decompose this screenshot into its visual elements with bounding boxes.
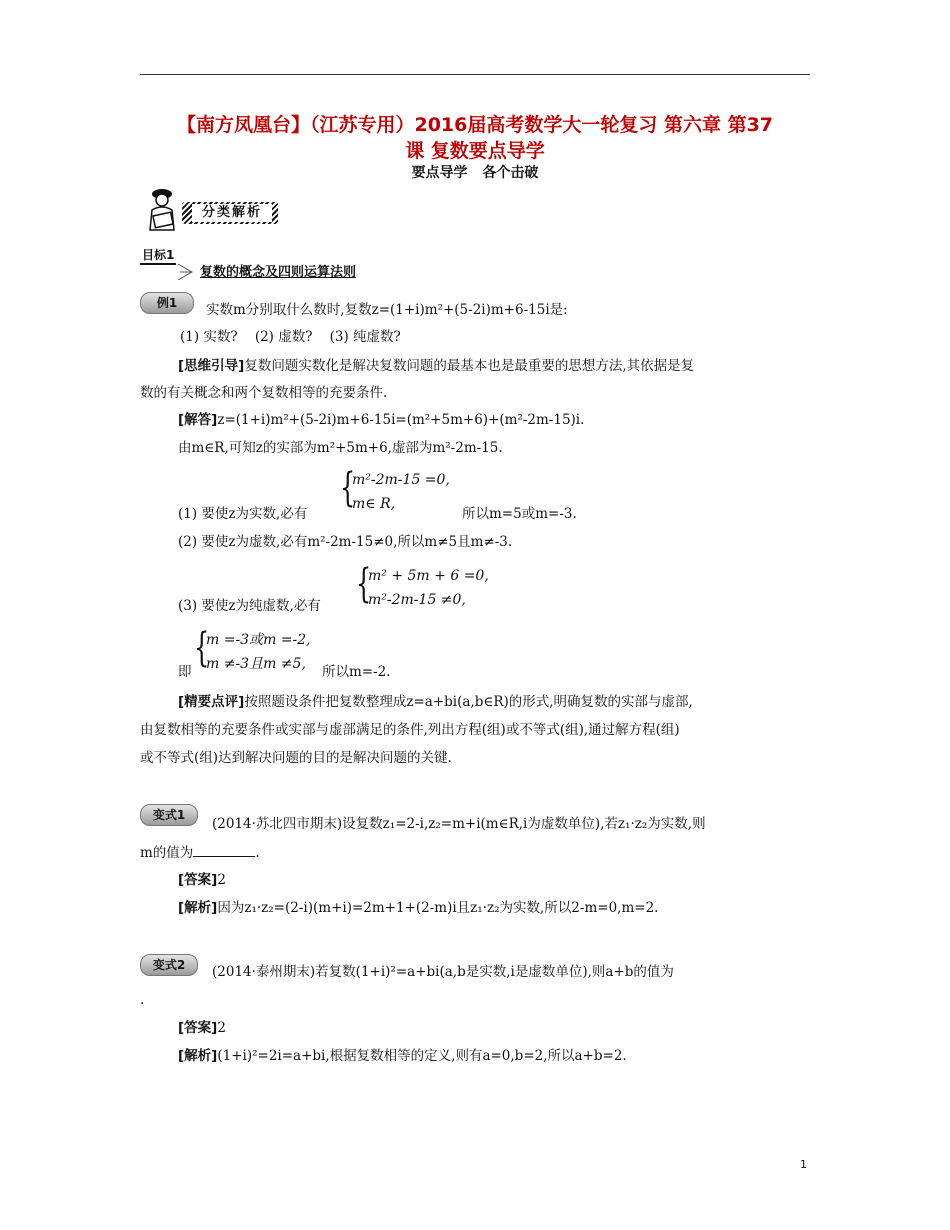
target-title: 复数的概念及四则运算法则 [200,265,357,280]
page-title [140,112,810,164]
comment-line-2: 由复数相等的充要条件或实部与虚部满足的条件,列出方程(组)或不等式(组),通过解方程(组) [140,722,680,738]
variant-2-answer-label: [答案] [178,1020,218,1036]
real-part-line: 由m∈R,可知z的实部为m²+5m+6,虚部为m²-2m-15. [178,440,503,456]
title-line-1: 【南方凤凰台】（江苏专用）2016届高考数学大一轮复习 第六章 第37 [176,114,774,136]
variant-2-answer [178,1018,226,1038]
answer-line [178,410,584,430]
answer-text: z=(1+i)m²+(5-2i)m+6-15i=(m²+5m+6)+(m²-2m-15)i. [217,412,585,428]
case-3-system [356,560,506,612]
page-number: 1 [800,1158,807,1171]
case-1-result: 所以m=5或m=-3. [462,506,577,522]
case-3-text: (3) 要使z为纯虚数,必有 [178,598,321,614]
comment-line-3: 或不等式(组)达到解决问题的目的是解决问题的关键. [140,750,452,766]
case-1-text: (1) 要使z为实数,必有 [178,506,308,522]
variant-2-question-1: (2014·泰州期末)若复数(1+i)²=a+bi(a,b是实数,i是虚数单位),则a+b的值为 [212,964,674,980]
title-line-2: 课 复数要点导学 [405,140,545,162]
case-3-eq-a: m² + 5m + 6 =0, [368,568,489,584]
variant-1-question-2 [140,842,260,863]
variant-2-analysis [178,1046,627,1066]
section-badge [142,186,282,232]
student-reading-icon [142,186,188,232]
target-tag: 目标1 [140,246,176,265]
variant-1-analysis [178,898,658,918]
comment-label: [精要点评] [178,694,245,710]
variant-1-question-2a: m的值为 [140,845,194,861]
brace-icon: { [194,625,210,671]
case-3b-system [194,624,334,676]
case-2-text: (2) 要使z为虚数,必有m²-2m-15≠0,所以m≠5且m≠-3. [178,534,513,550]
variant-1-answer-value: 2 [217,872,226,888]
variant-1-question-2b: . [255,845,260,861]
variant-2-question-2: . [140,992,145,1008]
variant-1-analysis-label: [解析] [178,900,218,916]
comment-text-1: 按照题设条件把复数整理成z=a+bi(a,b∈R)的形式,明确复数的实部与虚部, [244,694,693,710]
variant-1-question-1: (2014·苏北四市期末)设复数z₁=2-i,z₂=m+i(m∈R,i为虚数单位),若z₁·z₂为实数,则 [212,816,706,832]
variant-2-analysis-text: (1+i)²=2i=a+bi,根据复数相等的定义,则有a=0,b=2,所以a+b=2. [217,1048,627,1064]
example-1-options: (1) 实数? (2) 虚数? (3) 纯虚数? [180,329,401,345]
variant-1-badge: 变式1 [140,804,198,826]
page-subtitle: 要点导学 各个击破 [411,165,539,181]
case-3b-result: 所以m=-2. [322,664,391,680]
brace-icon: { [356,561,372,607]
case-1-eq-b: m∈ R, [352,496,396,512]
variant-2-badge: 变式2 [140,954,198,976]
example-1-question: 实数m分别取什么数时,复数z=(1+i)m²+(5-2i)m+6-15i是: [206,302,568,318]
section-badge-label: 分类解析 [192,204,272,222]
guide-label: [思维引导] [178,358,245,374]
variant-1-answer-label: [答案] [178,872,218,888]
comment-line-1 [178,692,693,712]
brace-icon: { [340,465,356,511]
case-3b-eq-a: m =-3或m =-2, [206,632,311,648]
header-rule [140,74,810,75]
variant-1-answer [178,870,226,890]
answer-label: [解答] [178,412,218,428]
example-1-badge: 例1 [140,292,194,314]
case-1-system [340,464,460,516]
case-3-eq-b: m²-2m-15 ≠0, [368,592,466,608]
case-3b-prefix: 即 [178,664,192,680]
variant-2-analysis-label: [解析] [178,1048,218,1064]
answer-blank [193,842,255,857]
guide-text-1: 复数问题实数化是解决复数问题的最基本也是最重要的思想方法,其依据是复 [244,358,695,374]
variant-1-analysis-text: 因为z₁·z₂=(2-i)(m+i)=2m+1+(2-m)i且z₁·z₂为实数,所以2-m=0,m=2. [217,900,659,916]
target-heading [140,246,410,282]
thinking-guide [178,356,694,376]
variant-2-answer-value: 2 [217,1020,226,1036]
guide-text-2: 数的有关概念和两个复数相等的充要条件. [140,385,388,401]
case-3b-eq-b: m ≠-3且m ≠5, [206,656,306,672]
case-1-eq-a: m²-2m-15 =0, [352,472,450,488]
